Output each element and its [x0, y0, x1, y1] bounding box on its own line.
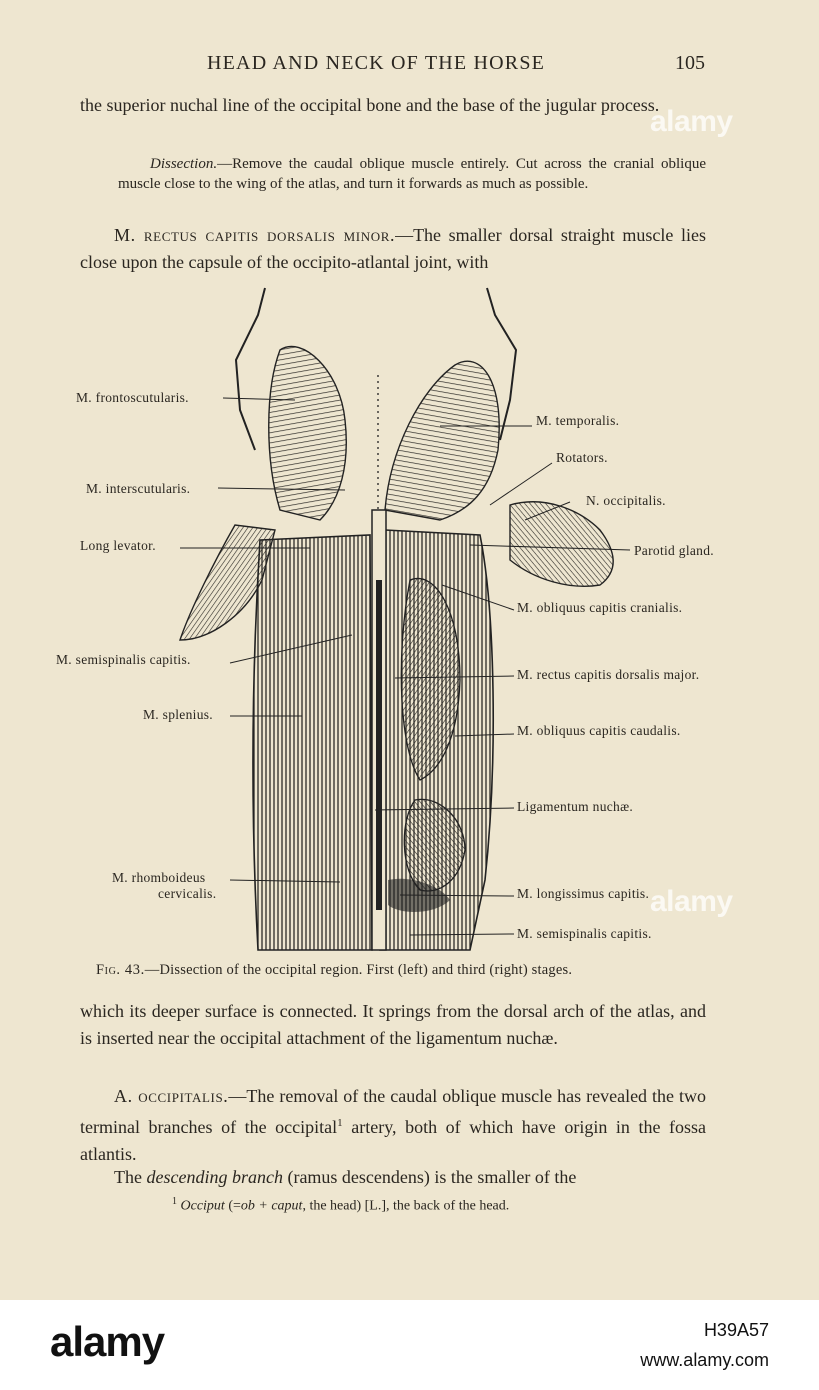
footnote-term: Occiput — [180, 1198, 225, 1214]
label-rhomboideus: M. rhomboideus — [112, 870, 206, 885]
occipitalis-paragraph — [80, 1083, 706, 1168]
label-obliquus-caudalis: M. obliquus capitis caudalis. — [517, 723, 681, 738]
label-interscutularis: M. interscutularis. — [86, 481, 191, 496]
rectus-paragraph — [80, 222, 706, 276]
label-parotid: Parotid gland. — [634, 543, 714, 558]
rectus-heading: M. rectus capitis dorsalis minor. — [114, 225, 396, 245]
paragraph-1: the superior nuchal line of the occipital bone and the base of the jugular process. — [80, 95, 660, 115]
label-temporalis: M. temporalis. — [536, 413, 620, 428]
occipitalis-heading: A. occipitalis. — [114, 1086, 229, 1106]
alamy-logo: alamy — [50, 1318, 165, 1365]
paragraph-2: which its deeper surface is connected. It springs from the dorsal arch of the atlas, and is inserted near the occipital attachment of the ligamentum nuchæ. — [80, 1001, 706, 1048]
caption-fig-number: Fig. 43. — [96, 962, 145, 978]
dissection-text: —Remove the caudal oblique muscle entirely. Cut across the cranial oblique muscle close to the wing of the atlas, and turn it forwards as much as possible. — [118, 156, 706, 192]
watermark-top: alamy — [650, 105, 733, 138]
label-longissimus: M. longissimus capitis. — [517, 886, 650, 901]
footnote-rest: , the head) [L.], the back of the head. — [302, 1198, 510, 1214]
label-splenius: M. splenius. — [143, 707, 213, 722]
footnote — [172, 1196, 509, 1215]
footnote-paren: (= — [224, 1198, 241, 1214]
label-long-levator: Long levator. — [80, 538, 156, 553]
label-ligamentum: Ligamentum nuchæ. — [517, 799, 634, 814]
footnote-etymology: ob + caput — [240, 1198, 303, 1214]
page-number: 105 — [675, 52, 705, 74]
caption-text: —Dissection of the occipital region. First (left) and third (right) stages. — [144, 962, 573, 978]
footnote-number: 1 — [172, 1196, 177, 1207]
rectus-text: —The smaller dorsal straight muscle lies close upon the capsule of the occipito-atlantal joint, with — [80, 225, 706, 272]
label-obliquus-cranialis: M. obliquus capitis cranialis. — [517, 600, 683, 615]
dissection-heading: Dissection. — [150, 156, 218, 172]
descending-paragraph — [80, 1164, 706, 1191]
label-n-occipitalis: N. occipitalis. — [586, 493, 666, 508]
label-semispinalis-left: M. semispinalis capitis. — [56, 652, 191, 667]
stock-url[interactable]: www.alamy.com — [640, 1350, 769, 1370]
descending-em: descending branch — [146, 1167, 283, 1187]
label-semispinalis-right: M. semispinalis capitis. — [517, 926, 652, 941]
occipitalis-text-b: artery, both of which have origin in the fossa atlantis. — [80, 1117, 706, 1164]
occipitalis-text-a: —The removal of the caudal oblique muscle has revealed the two terminal branches of the occipital — [80, 1086, 707, 1137]
watermark-bottom: alamy — [650, 885, 733, 918]
dissection-paragraph — [118, 155, 706, 194]
label-rectus-major: M. rectus capitis dorsalis major. — [517, 667, 700, 682]
figure-43 — [40, 280, 780, 960]
footnote-ref: 1 — [337, 1117, 343, 1129]
descending-post: (ramus descendens) is the smaller of the — [282, 1167, 577, 1187]
label-frontoscutularis: M. frontoscutularis. — [76, 390, 189, 405]
page-header — [0, 50, 819, 80]
label-cervicalis: cervicalis. — [158, 886, 217, 901]
descending-pre: The — [114, 1167, 147, 1187]
stock-footer — [0, 1300, 819, 1390]
label-rotators: Rotators. — [556, 450, 608, 465]
figure-caption — [96, 962, 572, 979]
dissection-illustration — [40, 280, 780, 960]
running-title: HEAD AND NECK OF THE HORSE — [207, 52, 546, 74]
stock-image-id: H39A57 — [703, 1320, 769, 1340]
